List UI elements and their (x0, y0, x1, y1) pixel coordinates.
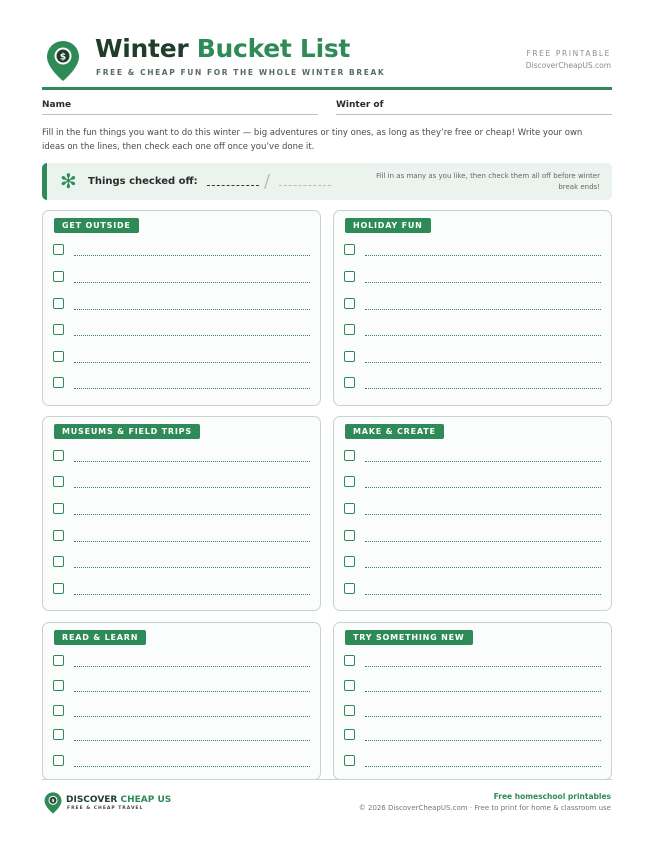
list-item (344, 755, 601, 769)
write-line[interactable] (74, 691, 310, 692)
footer-divider (42, 779, 612, 780)
list-item (344, 705, 601, 719)
section-card (333, 210, 612, 406)
list-item (53, 583, 310, 597)
checkbox[interactable] (53, 755, 64, 766)
write-line[interactable] (365, 666, 601, 667)
checkbox[interactable] (53, 583, 64, 594)
tracker-label: Things checked off: (88, 176, 198, 187)
list-item (344, 324, 601, 338)
write-line[interactable] (74, 514, 310, 515)
checkbox[interactable] (53, 476, 64, 487)
checkbox[interactable] (344, 298, 355, 309)
header-divider (42, 87, 612, 90)
checkbox[interactable] (53, 556, 64, 567)
write-line[interactable] (365, 309, 601, 310)
list-item (53, 530, 310, 544)
checkbox[interactable] (344, 755, 355, 766)
winter-of-field[interactable] (336, 114, 612, 115)
list-item (53, 556, 310, 570)
checkbox[interactable] (344, 271, 355, 282)
list-item (344, 244, 601, 258)
footer-promo: Free homeschool printables (493, 792, 611, 801)
list-item (53, 351, 310, 365)
checkbox[interactable] (344, 556, 355, 567)
website-label: DiscoverCheapUS.com (525, 61, 611, 70)
write-line[interactable] (365, 282, 601, 283)
list-item (53, 755, 310, 769)
write-line[interactable] (74, 335, 310, 336)
banner-accent-bar (42, 163, 47, 200)
header-meta (526, 48, 611, 72)
write-line[interactable] (74, 567, 310, 568)
write-line[interactable] (74, 282, 310, 283)
write-line[interactable] (74, 716, 310, 717)
checkbox[interactable] (344, 351, 355, 362)
tracker-slash: / (264, 171, 271, 192)
svg-text:$: $ (59, 52, 67, 63)
checkbox[interactable] (53, 450, 64, 461)
write-line[interactable] (74, 461, 310, 462)
snowflake-icon: ✻ (60, 169, 77, 193)
write-line[interactable] (74, 255, 310, 256)
checkbox[interactable] (53, 298, 64, 309)
footer-map-pin-icon (44, 791, 62, 815)
write-line[interactable] (365, 716, 601, 717)
section-card (42, 210, 321, 406)
intro-text: Fill in the fun things you want to do this winter — big adventures or tiny ones, as long as they’re free or cheap! Write your own ideas on the lines, then check each one off once you’ve done it. (42, 128, 583, 152)
checkbox[interactable] (344, 450, 355, 461)
write-line[interactable] (365, 514, 601, 515)
total-count-blank[interactable] (279, 185, 331, 187)
section-card (42, 622, 321, 780)
list-item (53, 476, 310, 490)
list-item (53, 680, 310, 694)
write-line[interactable] (365, 255, 601, 256)
write-line[interactable] (74, 362, 310, 363)
write-line[interactable] (74, 766, 310, 767)
section-title: TRY SOMETHING NEW (345, 630, 473, 645)
list-item (344, 556, 601, 570)
section-title: READ & LEARN (54, 630, 146, 645)
list-item (344, 655, 601, 669)
list-item (53, 655, 310, 669)
list-item (53, 503, 310, 517)
list-item (344, 503, 601, 517)
checkbox[interactable] (344, 503, 355, 514)
list-item (53, 324, 310, 338)
svg-text:$: $ (51, 799, 55, 805)
list-item (344, 729, 601, 743)
list-item (53, 298, 310, 312)
list-item (344, 680, 601, 694)
section-card (333, 622, 612, 780)
write-line[interactable] (365, 388, 601, 389)
checkbox[interactable] (344, 530, 355, 541)
winter-of-label: Winter of (336, 100, 384, 110)
write-line[interactable] (365, 567, 601, 568)
checkbox[interactable] (344, 476, 355, 487)
section-title: MUSEUMS & FIELD TRIPS (54, 424, 200, 439)
checkbox[interactable] (344, 655, 355, 666)
checkbox[interactable] (53, 655, 64, 666)
write-line[interactable] (365, 594, 601, 595)
section-title: MAKE & CREATE (345, 424, 444, 439)
write-line[interactable] (365, 740, 601, 741)
section-title: HOLIDAY FUN (345, 218, 431, 233)
page-subtitle: FREE & CHEAP FUN FOR THE WHOLE WINTER BREAK (96, 68, 386, 77)
checkbox[interactable] (53, 351, 64, 362)
checkbox[interactable] (344, 729, 355, 740)
list-item (344, 450, 601, 464)
map-pin-dollar-icon (46, 40, 80, 82)
checkbox[interactable] (53, 530, 64, 541)
list-item (344, 298, 601, 312)
section-title: GET OUTSIDE (54, 218, 139, 233)
list-item (344, 530, 601, 544)
write-line[interactable] (365, 487, 601, 488)
list-item (53, 729, 310, 743)
write-line[interactable] (74, 740, 310, 741)
section-card (42, 416, 321, 611)
checkbox[interactable] (344, 324, 355, 335)
list-item (344, 476, 601, 490)
write-line[interactable] (74, 388, 310, 389)
footer-copyright: © 2026 DiscoverCheapUS.com · Free to print for home & classroom use (358, 804, 611, 812)
list-item (53, 377, 310, 391)
write-line[interactable] (365, 335, 601, 336)
checkbox[interactable] (53, 271, 64, 282)
free-printable-label: FREE PRINTABLE (526, 49, 611, 58)
write-line[interactable] (74, 541, 310, 542)
list-item (53, 450, 310, 464)
write-line[interactable] (74, 594, 310, 595)
write-line[interactable] (365, 766, 601, 767)
list-item (344, 583, 601, 597)
list-item (344, 351, 601, 365)
checkbox[interactable] (53, 244, 64, 255)
checked-count-blank[interactable] (207, 185, 259, 187)
checkbox[interactable] (53, 324, 64, 335)
checkbox[interactable] (344, 680, 355, 691)
name-field[interactable] (42, 114, 318, 115)
list-item (53, 271, 310, 285)
list-item (53, 705, 310, 719)
page-title: Winter Bucket List (95, 34, 351, 63)
write-line[interactable] (74, 487, 310, 488)
checkbox[interactable] (344, 705, 355, 716)
tracker-note: Fill in as many as you like, then check them all off before winter break ends! (376, 172, 600, 191)
list-item (53, 244, 310, 258)
checkbox[interactable] (53, 705, 64, 716)
checkbox[interactable] (53, 503, 64, 514)
write-line[interactable] (74, 666, 310, 667)
section-card (333, 416, 612, 611)
checkbox[interactable] (344, 377, 355, 388)
checkbox[interactable] (53, 729, 64, 740)
list-item (344, 271, 601, 285)
write-line[interactable] (365, 362, 601, 363)
write-line[interactable] (365, 541, 601, 542)
tracker-banner (42, 163, 612, 200)
checkbox[interactable] (344, 244, 355, 255)
write-line[interactable] (74, 309, 310, 310)
footer-brand: DISCOVER CHEAP US (66, 795, 172, 805)
write-line[interactable] (365, 691, 601, 692)
list-item (344, 377, 601, 391)
checkbox[interactable] (344, 583, 355, 594)
checkbox[interactable] (53, 377, 64, 388)
write-line[interactable] (365, 461, 601, 462)
checkbox[interactable] (53, 680, 64, 691)
name-label: Name (42, 100, 72, 110)
footer-tagline: FREE & CHEAP TRAVEL (67, 806, 144, 811)
